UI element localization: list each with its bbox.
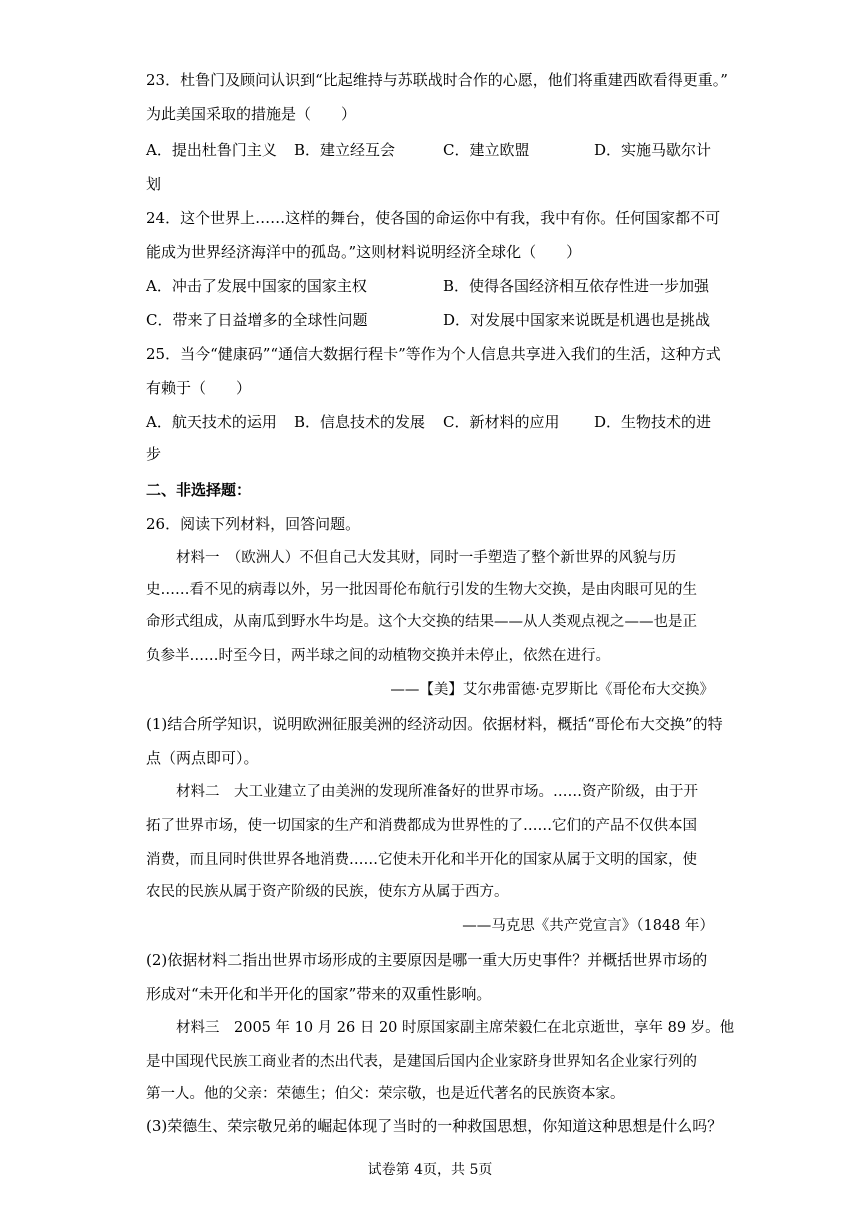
material-1-source: ——【美】艾尔弗雷德·克罗斯比《哥伦布大交换》 xyxy=(390,682,714,698)
q24-stem-line2: 能成为世界经济海洋中的孤岛。”这则材料说明经济全球化（ ） xyxy=(146,243,582,261)
q25-option-c: C．新材料的应用 xyxy=(443,413,560,431)
material-1-line: 负参半……时至今日，两半球之间的动植物交换并未停止，依然在进行。 xyxy=(146,648,610,664)
q24-option-c: C．带来了日益增多的全球性问题 xyxy=(146,311,368,329)
material-2-source: ——马克思《共产党宣言》（1848 年） xyxy=(462,918,714,934)
material-2-line: 农民的民族从属于资产阶级的民族，使东方从属于西方。 xyxy=(146,884,509,900)
q23-stem-line1: 23．杜鲁门及顾问认识到“比起维持与苏联战时合作的心愿，他们将重建西欧看得更重。” xyxy=(146,71,728,89)
q25-option-a: A．航天技术的运用 xyxy=(146,413,277,431)
q24-stem-line1: 24．这个世界上……这样的舞台，使各国的命运你中有我，我中有你。任何国家都不可 xyxy=(146,209,721,227)
q24-option-d: D．对发展中国家来说既是机遇也是挑战 xyxy=(443,311,711,329)
section-heading: 二、非选择题： xyxy=(146,481,252,499)
sub-question-3: (3)荣德生、荣宗敬兄弟的崛起体现了当时的一种救国思想，你知道这种思想是什么吗？ xyxy=(146,1117,723,1135)
sub-question-2-line: 形成对“未开化和半开化的国家”带来的双重性影响。 xyxy=(146,985,492,1003)
q25-option-d: D．生物技术的进 xyxy=(594,413,712,431)
material-2-line: 消费，而且同时供世界各地消费……它使未开化和半开化的国家从属于文明的国家，使 xyxy=(146,852,697,868)
q23-option-a: A．提出杜鲁门主义 xyxy=(146,141,277,159)
material-1-line: 史……看不见的病毒以外，另一批因哥伦布航行引发的生物大交换，是由肉眼可见的生 xyxy=(146,582,697,598)
material-3-line: 是中国现代民族工商业者的杰出代表，是建国后国内企业家跻身世界知名企业家行列的 xyxy=(146,1054,697,1070)
q24-option-a: A．冲击了发展中国家的国家主权 xyxy=(146,277,367,295)
sub-question-1-line: (1)结合所学知识，说明欧洲征服美洲的经济动因。依据材料，概括“哥伦布大交换”的特 xyxy=(146,715,723,733)
material-2-line: 拓了世界市场，使一切国家的生产和消费都成为世界性的了……它们的产品不仅供本国 xyxy=(146,818,697,834)
q25-option-b: B．信息技术的发展 xyxy=(294,413,426,431)
q24-option-b: B．使得各国经济相互依存性进一步加强 xyxy=(443,277,710,295)
sub-question-2-line: (2)依据材料二指出世界市场形成的主要原因是哪一重大历史事件？并概括世界市场的 xyxy=(146,951,708,969)
material-1-line: 命形式组成，从南瓜到野水牛均是。这个大交换的结果——从人类观点视之——也是正 xyxy=(146,614,697,630)
material-3-line: 第一人。他的父亲：荣德生；伯父：荣宗敬，也是近代著名的民族资本家。 xyxy=(146,1086,625,1102)
q26-intro: 26．阅读下列材料，回答问题。 xyxy=(146,515,361,533)
q23-option-d: D．实施马歇尔计 xyxy=(594,141,712,159)
material-3-line: 材料三 2005 年 10 月 26 日 20 时原国家副主席荣毅仁在北京逝世，享年 89 岁。他 xyxy=(176,1020,735,1036)
material-1-line: 材料一 （欧洲人）不但自己大发其财，同时一手塑造了整个新世界的风貌与历 xyxy=(176,550,677,566)
q25-stem-line1: 25．当今“健康码”“通信大数据行程卡”等作为个人信息共享进入我们的生活，这种方式 xyxy=(146,345,721,363)
q23-stem-line2: 为此美国采取的措施是（ ） xyxy=(146,105,357,123)
q23-option-c: C．建立欧盟 xyxy=(443,141,530,159)
q23-option-b: B．建立经互会 xyxy=(294,141,396,159)
q23-option-d-continued: 划 xyxy=(146,175,162,193)
material-2-line: 材料二 大工业建立了由美洲的发现所准备好的世界市场。……资产阶级，由于开 xyxy=(176,784,698,800)
sub-question-1-line: 点（两点即可）。 xyxy=(146,749,259,767)
page-footer: 试卷第 4页，共 5页 xyxy=(367,1162,493,1178)
q25-option-d-continued: 步 xyxy=(146,445,162,463)
q25-stem-line2: 有赖于（ ） xyxy=(146,379,252,397)
